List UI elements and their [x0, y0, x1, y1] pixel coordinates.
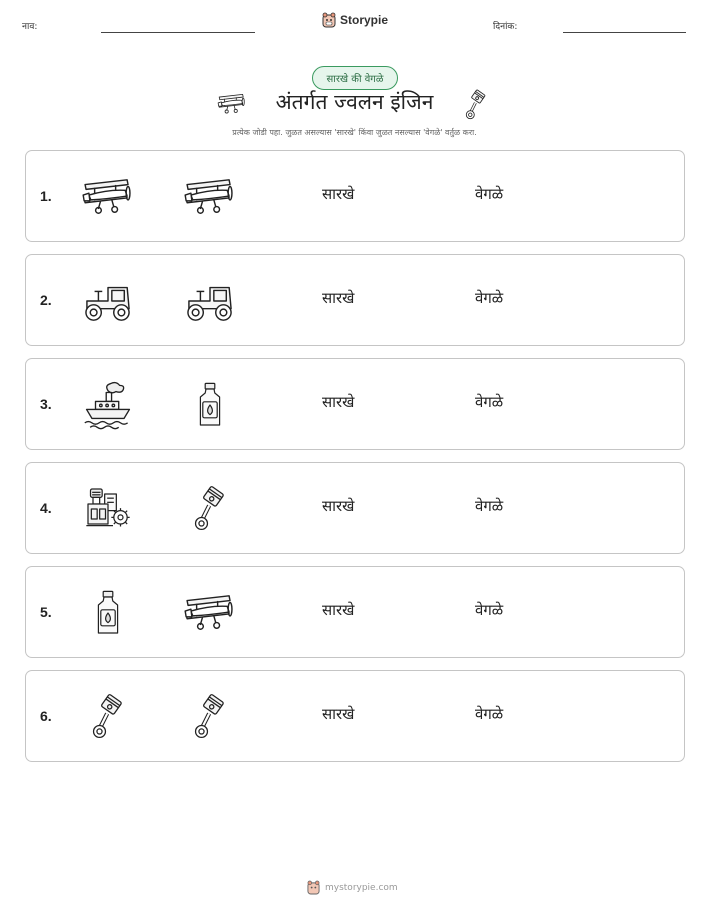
- question-number: 1.: [40, 188, 52, 204]
- footer: [307, 880, 398, 895]
- worksheet-title: अंतर्गत ज्वलन इंजिन: [275, 90, 434, 114]
- biplane-icon: [180, 172, 240, 222]
- question-row: [25, 670, 685, 762]
- piston-icon: [464, 89, 488, 125]
- oil-bottle-icon: [78, 588, 138, 638]
- date-line[interactable]: [563, 32, 686, 33]
- question-number: 5.: [40, 604, 52, 620]
- option-different[interactable]: वेगळे: [475, 705, 504, 723]
- option-different[interactable]: वेगळे: [475, 497, 504, 515]
- question-number: 3.: [40, 396, 52, 412]
- option-same[interactable]: सारखे: [322, 497, 355, 515]
- brand-name: Storypie: [340, 13, 389, 27]
- option-different[interactable]: वेगळे: [475, 601, 504, 619]
- storypie-mascot-icon: [307, 880, 320, 895]
- option-same[interactable]: सारखे: [322, 601, 355, 619]
- footer-url: mystorypie.com: [325, 882, 398, 893]
- question-row: [25, 254, 685, 346]
- question-row: [25, 462, 685, 554]
- option-same[interactable]: सारखे: [322, 289, 355, 307]
- option-same[interactable]: सारखे: [322, 393, 355, 411]
- piston-icon: [180, 484, 240, 534]
- option-same[interactable]: सारखे: [322, 185, 355, 203]
- piston-icon: [78, 692, 138, 742]
- name-line[interactable]: [101, 32, 255, 33]
- option-different[interactable]: वेगळे: [475, 289, 504, 307]
- biplane-icon: [180, 588, 240, 638]
- question-number: 2.: [40, 292, 52, 308]
- question-number: 6.: [40, 708, 52, 724]
- question-number: 4.: [40, 500, 52, 516]
- engine-gear-icon: [78, 484, 138, 534]
- tractor-icon: [78, 276, 138, 326]
- oil-bottle-icon: [180, 380, 240, 430]
- option-same[interactable]: सारखे: [322, 705, 355, 723]
- storypie-logo: [322, 12, 388, 28]
- storypie-mascot-icon: [322, 12, 336, 28]
- question-row: [25, 150, 685, 242]
- worksheet-type-badge: सारखे की वेगळे: [312, 66, 398, 90]
- instructions: प्रत्येक जोडी पहा. जुळत असल्यास 'सारखे' किंवा जुळत नसल्यास 'वेगळे' वर्तुळ करा.: [232, 128, 477, 137]
- date-label: दिनांक:: [493, 22, 518, 32]
- name-label: नाव:: [22, 22, 38, 32]
- piston-icon: [180, 692, 240, 742]
- tractor-icon: [180, 276, 240, 326]
- option-different[interactable]: वेगळे: [475, 393, 504, 411]
- biplane-icon: [78, 172, 138, 222]
- question-row: [25, 358, 685, 450]
- question-row: [25, 566, 685, 658]
- steamboat-icon: [78, 380, 138, 430]
- option-different[interactable]: वेगळे: [475, 185, 504, 203]
